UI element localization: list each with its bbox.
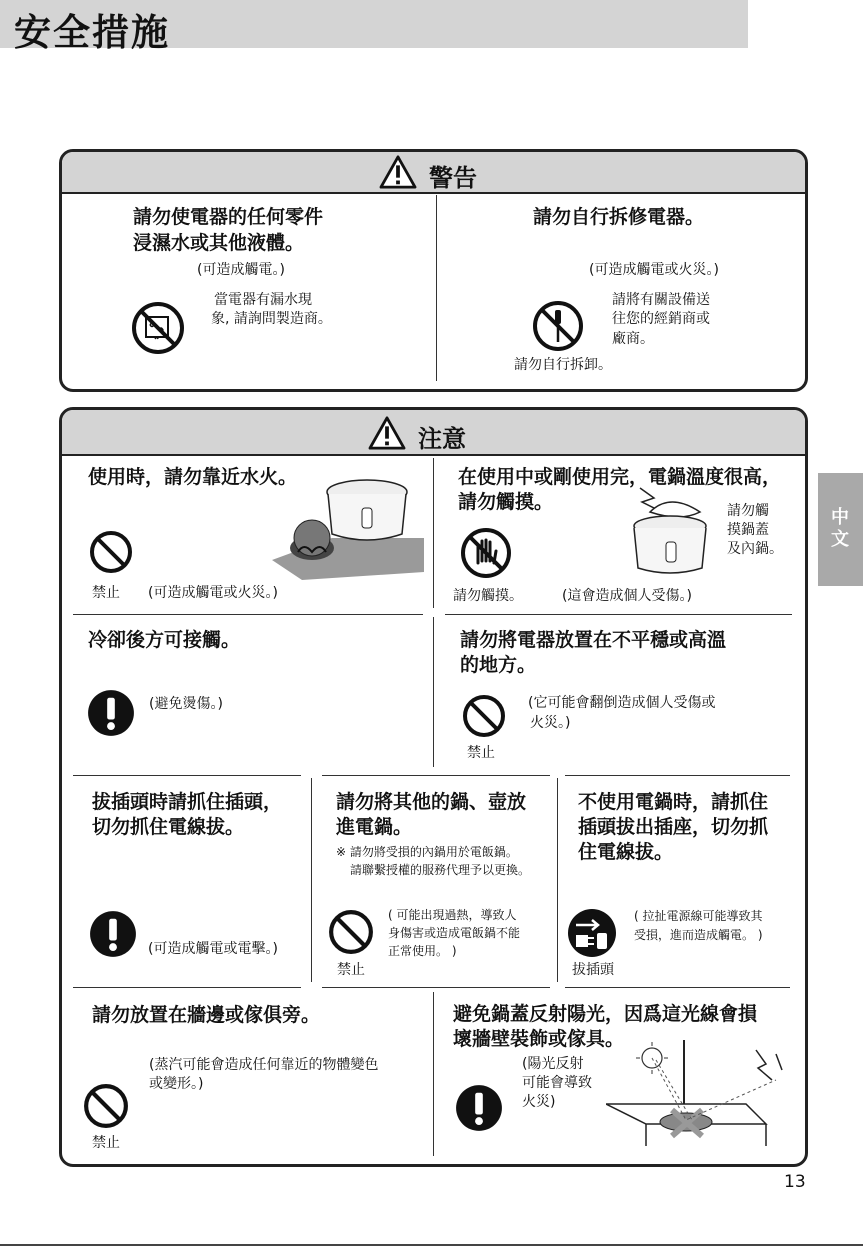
caution-r2-right-reason-2: 火災。): [530, 715, 571, 731]
warning-right-note-2: 往您的經銷商或: [612, 311, 710, 327]
warning-left-note-1: 當電器有漏水現: [214, 292, 312, 308]
caution-label: 注意: [418, 425, 466, 453]
caution-divider-row3-a: [311, 778, 312, 982]
hot-rice-cooker-illustration: [620, 482, 720, 582]
unplug-icon: [566, 907, 618, 959]
warning-right-note-1: 請將有關設備送: [612, 292, 710, 308]
caution-r3-b-note-2: 請聯繫授權的服務代理予以更換。: [350, 863, 531, 877]
warning-header: [62, 152, 805, 194]
caution-r2-left-mandatory-icon: [87, 689, 135, 737]
caution-triangle-icon: [367, 416, 407, 450]
language-tab: [818, 473, 863, 586]
caution-r3-c-heading-3: 住電線拔。: [578, 841, 674, 863]
caution-r3-b-reason-2: 身傷害或造成電飯鍋不能: [388, 926, 521, 940]
caution-r3-c-reason-1: ( 拉扯電源線可能導致其: [634, 909, 763, 923]
caution-sep-1-left: [73, 614, 423, 615]
caution-r2-right-reason-1: (它可能會翻倒造成個人受傷或: [528, 695, 716, 711]
caution-header: [62, 410, 805, 456]
caution-r3-b-heading-1: 請勿將其他的鍋、壺放: [336, 791, 527, 813]
caution-r4-left-reason-1: (蒸汽可能會造成任何靠近的物體變色: [149, 1057, 379, 1073]
caution-sep-3-b: [322, 987, 550, 988]
caution-sep-2-c: [565, 775, 790, 776]
warning-left-note-2: 象, 請詢問製造商。: [211, 311, 332, 327]
sunlight-reflection-illustration: [606, 1040, 792, 1150]
caution-sep-2-a: [73, 775, 301, 776]
warning-triangle-icon: [378, 155, 418, 189]
caution-divider-row4: [433, 992, 434, 1156]
caution-r1-left-no-icon: [89, 530, 133, 574]
caution-r3-a-heading-2: 切勿抓住電線拔。: [92, 816, 245, 838]
caution-r3-b-reason-3: 正常使用。 ): [388, 944, 457, 958]
caution-r4-right-reason-3: 火災): [522, 1094, 556, 1110]
caution-r3-a-reason: (可造成觸電或電擊。): [148, 941, 278, 957]
caution-r2-left-reason: (避免燙傷。): [149, 696, 223, 712]
caution-r3-b-no-icon: [328, 909, 374, 955]
caution-r4-right-heading-1: 避免鍋蓋反射陽光，因爲這光線會損: [453, 1003, 758, 1025]
no-disassemble-icon: [532, 300, 584, 352]
caution-r2-right-heading-1: 請勿將電器放置在不平穩或高溫: [460, 629, 727, 651]
page-number: 13: [784, 1172, 806, 1192]
caution-r3-b-reason-1: ( 可能出現過熱，導致人: [388, 908, 517, 922]
caution-r4-left-heading: 請勿放置在牆邊或傢俱旁。: [92, 1004, 321, 1026]
caution-r1-left-reason: (可造成觸電或火災。): [148, 585, 278, 601]
page-title: 安全措施: [14, 11, 170, 54]
warning-left-reason: (可造成觸電。): [197, 262, 285, 278]
warning-label: 警告: [429, 164, 477, 192]
caution-r4-right-mandatory-icon: [455, 1084, 503, 1132]
warning-right-heading: 請勿自行拆修電器。: [533, 206, 705, 228]
caution-r3-c-heading-1: 不使用電鍋時，請抓住: [578, 791, 769, 813]
caution-r2-right-caption: 禁止: [467, 745, 495, 761]
caution-r4-right-reason-1: (陽光反射: [522, 1056, 584, 1072]
caution-r1-right-note-1: 請勿觸: [727, 503, 769, 519]
warning-left-heading-1: 請勿使電器的任何零件: [133, 206, 324, 228]
caution-r1-right-note-2: 摸鍋蓋: [727, 522, 769, 538]
caution-r1-right-heading-1: 在使用中或剛使用完，電鍋溫度很高，: [458, 466, 782, 488]
caution-r1-left-caption: 禁止: [92, 585, 120, 601]
caution-r2-left-heading: 冷卻後方可接觸。: [88, 629, 241, 651]
title-bar: [0, 0, 748, 54]
caution-r3-b-caption: 禁止: [337, 962, 365, 978]
caution-r2-right-heading-2: 的地方。: [460, 654, 537, 676]
caution-r3-a-heading-1: 拔插頭時請抓住插頭，: [92, 791, 283, 813]
no-water-icon: [131, 301, 185, 355]
caution-r2-right-no-icon: [462, 694, 506, 738]
caution-r3-c-caption: 拔插頭: [572, 962, 614, 978]
caution-r1-left-heading: 使用時，請勿靠近水火。: [88, 466, 298, 488]
caution-divider-row2: [433, 617, 434, 767]
caution-r4-right-heading-2: 壞牆壁裝飾或傢具。: [453, 1028, 625, 1050]
caution-r1-right-note-3: 及內鍋。: [727, 541, 783, 557]
caution-r3-c-reason-2: 受損，進而造成觸電。 ): [634, 928, 763, 942]
rice-cooker-near-fire-illustration: [262, 468, 424, 580]
caution-r4-left-no-icon: [83, 1083, 129, 1129]
warning-left-heading-2: 浸濕水或其他液體。: [133, 232, 305, 254]
warning-right-note-3: 廠商。: [612, 331, 654, 347]
caution-divider-row3-b: [557, 778, 558, 982]
warning-right-caption: 請勿自行拆卸。: [514, 357, 612, 373]
caution-r3-b-heading-2: 進電鍋。: [336, 816, 413, 838]
caution-sep-3-a: [73, 987, 301, 988]
warning-right-reason: (可造成觸電或火災。): [589, 262, 719, 278]
caution-sep-2-b: [322, 775, 550, 776]
caution-sep-3-c: [565, 987, 790, 988]
caution-r3-b-note-1: ※ 請勿將受損的內鍋用於電飯鍋。: [336, 845, 518, 859]
caution-r1-right-heading-2: 請勿觸摸。: [458, 491, 554, 513]
caution-r1-right-caption: 請勿觸摸。: [453, 588, 523, 604]
caution-r4-right-reason-2: 可能會導致: [522, 1075, 592, 1091]
caution-r4-left-caption: 禁止: [92, 1135, 120, 1151]
caution-sep-1-right: [445, 614, 792, 615]
language-tab-label: 中文: [831, 507, 849, 550]
caution-r4-left-reason-2: 或變形。): [149, 1076, 204, 1092]
bottom-rule: [0, 1244, 863, 1246]
caution-r3-c-heading-2: 插頭拔出插座，切勿抓: [578, 816, 769, 838]
caution-r1-right-reason: (這會造成個人受傷。): [562, 588, 692, 604]
caution-r3-a-mandatory-icon: [89, 910, 137, 958]
no-touch-hand-icon: [460, 527, 512, 579]
caution-divider-row1: [433, 458, 434, 608]
warning-divider: [436, 195, 437, 381]
